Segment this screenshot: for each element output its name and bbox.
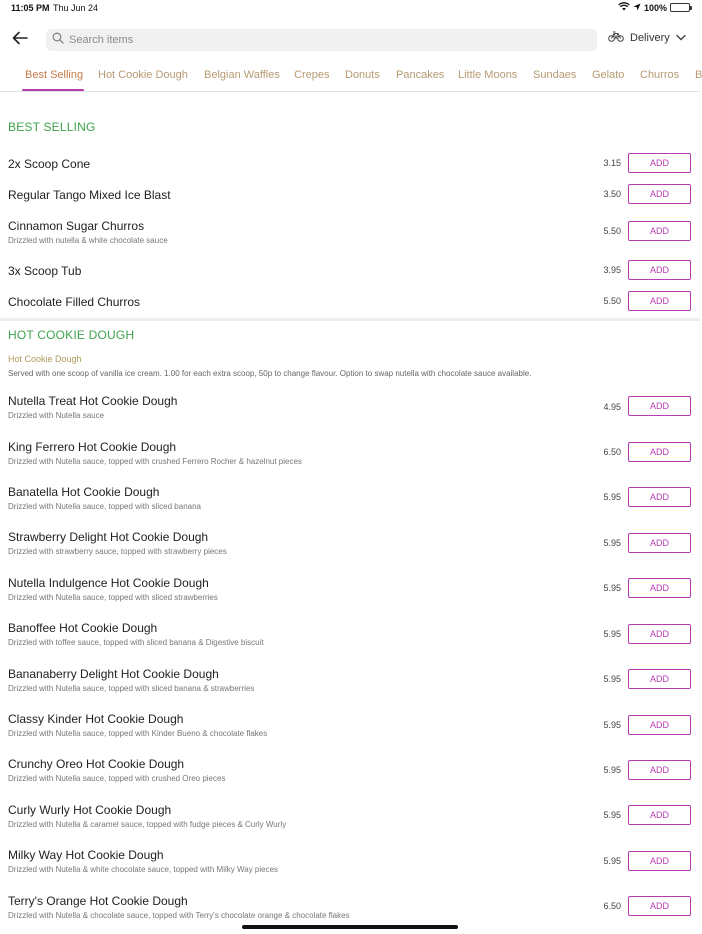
item-description: Drizzled with Nutella sauce xyxy=(8,411,105,420)
add-button[interactable]: ADD xyxy=(628,851,691,871)
item-name: Bananaberry Delight Hot Cookie Dough xyxy=(8,667,219,681)
add-button[interactable]: ADD xyxy=(628,396,691,416)
item-price: 5.95 xyxy=(603,674,621,684)
tab-hot-cookie-dough[interactable]: Hot Cookie Dough xyxy=(98,69,188,81)
item-name: Classy Kinder Hot Cookie Dough xyxy=(8,712,184,726)
home-indicator[interactable] xyxy=(242,925,458,929)
item-price: 5.95 xyxy=(603,810,621,820)
add-button[interactable]: ADD xyxy=(628,442,691,462)
add-button[interactable]: ADD xyxy=(628,760,691,780)
item-name: Strawberry Delight Hot Cookie Dough xyxy=(8,530,209,544)
chevron-down-icon xyxy=(676,32,686,44)
search-input[interactable] xyxy=(69,34,597,46)
arrow-left-icon xyxy=(12,31,28,50)
item-description: Drizzled with nutella & white chocolate sauce xyxy=(8,236,168,245)
search-icon xyxy=(52,31,64,49)
add-button[interactable]: ADD xyxy=(628,669,691,689)
item-name: King Ferrero Hot Cookie Dough xyxy=(8,440,177,454)
item-description: Drizzled with Nutella sauce, topped with sliced banana & strawberries xyxy=(8,684,255,693)
item-price: 5.95 xyxy=(603,538,621,548)
item-name: Nutella Treat Hot Cookie Dough xyxy=(8,394,178,408)
item-name: Banatella Hot Cookie Dough xyxy=(8,485,160,499)
add-button[interactable]: ADD xyxy=(628,896,691,916)
add-button[interactable]: ADD xyxy=(628,805,691,825)
item-price: 5.50 xyxy=(603,296,621,306)
item-price: 5.95 xyxy=(603,720,621,730)
item-description: Drizzled with Nutella sauce, topped with crushed Oreo pieces xyxy=(8,774,226,783)
item-price: 4.95 xyxy=(603,402,621,412)
add-button[interactable]: ADD xyxy=(628,260,691,280)
item-name: 3x Scoop Tub xyxy=(8,264,82,278)
item-description: Drizzled with Nutella & caramel sauce, topped with fudge pieces & Curly Wurly xyxy=(8,820,287,829)
item-name: Terry's Orange Hot Cookie Dough xyxy=(8,894,188,908)
section-title-best-selling: BEST SELLING xyxy=(8,120,96,134)
subsection-title: Hot Cookie Dough xyxy=(8,354,82,364)
tab-best-selling[interactable]: Best Selling xyxy=(25,69,84,81)
tab-crepes[interactable]: Crepes xyxy=(294,69,330,81)
bicycle-icon xyxy=(608,30,624,45)
item-price: 5.95 xyxy=(603,492,621,502)
back-button[interactable] xyxy=(10,30,30,50)
item-description: Drizzled with Nutella sauce, topped with sliced banana xyxy=(8,502,201,511)
item-price: 5.95 xyxy=(603,629,621,639)
item-price: 3.50 xyxy=(603,189,621,199)
item-price: 5.50 xyxy=(603,226,621,236)
item-description: Drizzled with Nutella sauce, topped with crushed Ferrero Rocher & hazelnut pieces xyxy=(8,457,302,466)
item-name: 2x Scoop Cone xyxy=(8,157,91,171)
item-name: Nutella Indulgence Hot Cookie Dough xyxy=(8,576,209,590)
tab-pancakes[interactable]: Pancakes xyxy=(396,69,445,81)
tab-belgian-waffles[interactable]: Belgian Waffles xyxy=(204,69,280,81)
item-name: Banoffee Hot Cookie Dough xyxy=(8,621,158,635)
add-button[interactable]: ADD xyxy=(628,715,691,735)
status-time: 11:05 PM xyxy=(11,3,50,13)
item-description: Drizzled with Nutella sauce, topped with Kinder Bueno & chocolate flakes xyxy=(8,729,268,738)
item-price: 6.50 xyxy=(603,901,621,911)
item-name: Chocolate Filled Churros xyxy=(8,295,141,309)
item-name: Regular Tango Mixed Ice Blast xyxy=(8,188,171,202)
item-price: 3.95 xyxy=(603,265,621,275)
add-button[interactable]: ADD xyxy=(628,221,691,241)
add-button[interactable]: ADD xyxy=(628,487,691,507)
item-description: Drizzled with Nutella & white chocolate sauce, topped with Milky Way pieces xyxy=(8,865,279,874)
delivery-label: Delivery xyxy=(630,31,670,44)
add-button[interactable]: ADD xyxy=(628,291,691,311)
battery-icon xyxy=(670,3,690,12)
status-bar xyxy=(0,0,700,18)
add-button[interactable]: ADD xyxy=(628,153,691,173)
item-name: Curly Wurly Hot Cookie Dough xyxy=(8,803,172,817)
item-name: Cinnamon Sugar Churros xyxy=(8,219,145,233)
tab-churros[interactable]: Churros xyxy=(640,69,680,81)
item-price: 5.95 xyxy=(603,856,621,866)
tab-gelato[interactable]: Gelato xyxy=(592,69,625,81)
item-description: Drizzled with Nutella & chocolate sauce, topped with Terry's chocolate orange & chocolate flakes xyxy=(8,911,350,920)
add-button[interactable]: ADD xyxy=(628,533,691,553)
tab-sundaes[interactable]: Sundaes xyxy=(533,69,577,81)
wifi-icon xyxy=(618,2,630,13)
delivery-selector[interactable] xyxy=(608,30,686,45)
tab-little-moons[interactable]: Little Moons xyxy=(458,69,518,81)
item-price: 3.15 xyxy=(603,158,621,168)
item-price: 5.95 xyxy=(603,765,621,775)
item-description: Drizzled with toffee sauce, topped with sliced banana & Digestive biscuit xyxy=(8,638,264,647)
item-name: Crunchy Oreo Hot Cookie Dough xyxy=(8,757,185,771)
active-tab-indicator xyxy=(22,89,84,91)
category-tabs xyxy=(0,60,700,92)
add-button[interactable]: ADD xyxy=(628,184,691,204)
search-bar[interactable] xyxy=(46,29,597,51)
item-price: 6.50 xyxy=(603,447,621,457)
tab-donuts[interactable]: Donuts xyxy=(345,69,380,81)
status-date: Thu Jun 24 xyxy=(53,3,99,13)
tab-next[interactable]: B xyxy=(695,69,702,81)
search-row xyxy=(0,28,700,52)
add-button[interactable]: ADD xyxy=(628,624,691,644)
location-arrow-icon xyxy=(633,3,641,13)
add-button[interactable]: ADD xyxy=(628,578,691,598)
item-name: Milky Way Hot Cookie Dough xyxy=(8,848,164,862)
section-divider xyxy=(0,318,700,321)
section-title-hot-cookie-dough: HOT COOKIE DOUGH xyxy=(8,328,135,342)
status-indicators xyxy=(618,2,690,13)
item-description: Drizzled with Nutella sauce, topped with sliced strawberries xyxy=(8,593,218,602)
battery-percent: 100% xyxy=(643,2,667,13)
item-price: 5.95 xyxy=(603,583,621,593)
item-description: Drizzled with strawberry sauce, topped with strawberry pieces xyxy=(8,547,227,556)
subsection-description: Served with one scoop of vanilla ice cream. 1.00 for each extra scoop, 50p to change flavour. Option to swap nutella with chocolate sauce available. xyxy=(8,369,532,378)
